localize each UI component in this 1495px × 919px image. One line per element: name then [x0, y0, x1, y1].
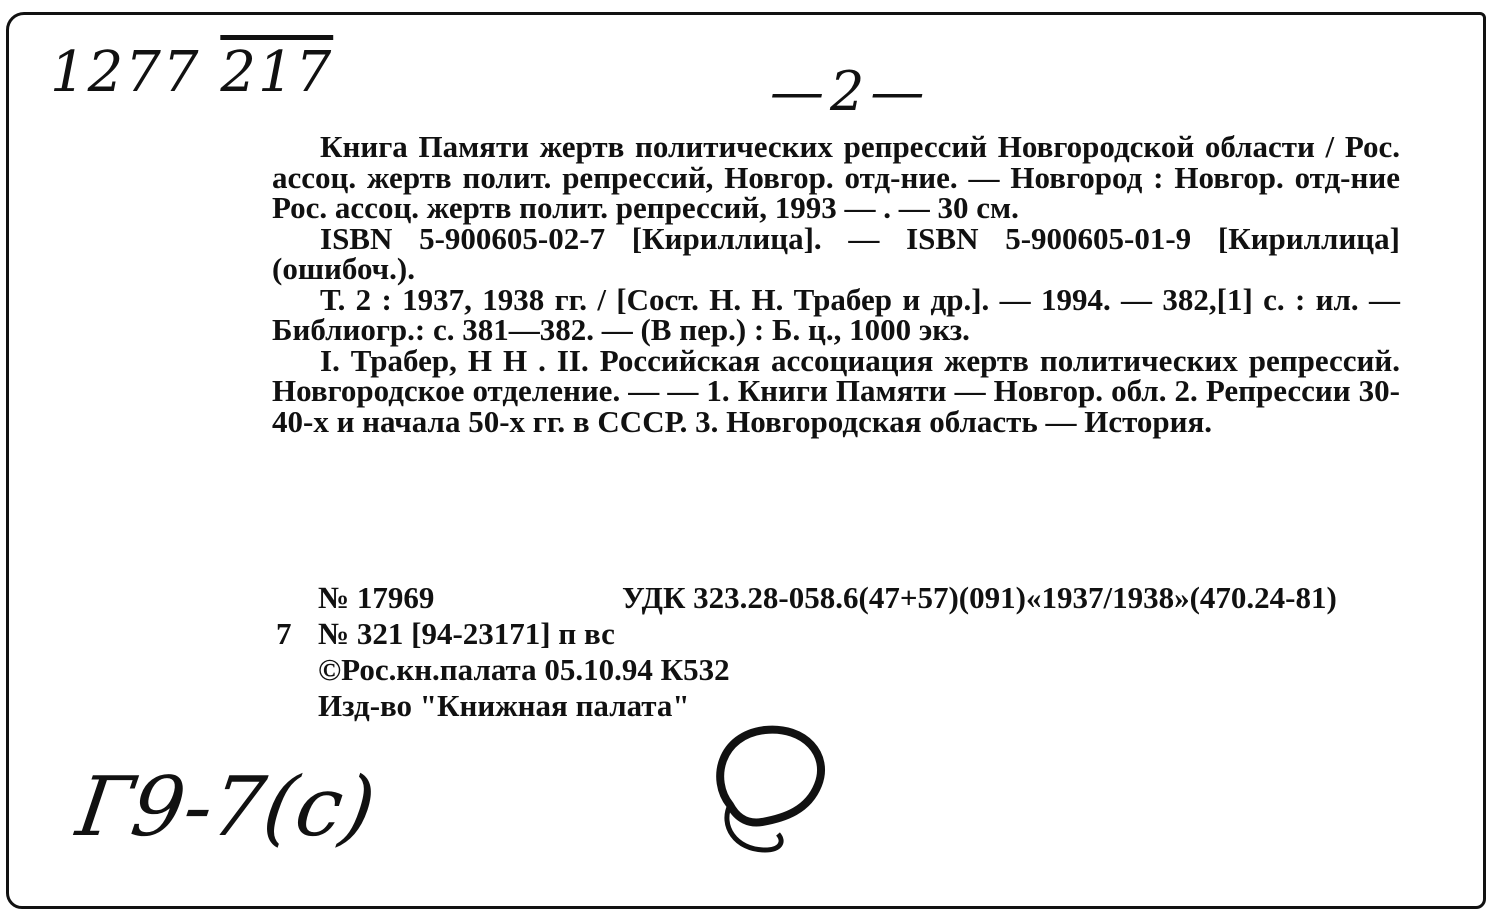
card-number: № 17969: [318, 580, 435, 615]
udk-code: УДК 323.28-058.6(47+57)(091)«1937/1938»(470.24-81): [622, 580, 1337, 615]
entry-headings: I. Трабер, Н Н . II. Российская ассоциация жертв политических репрессий. Новгородское отделение. — — 1. Книги Памяти — Новгор. обл. 2. Репрессии 30-40-х и начала 50-х гг. в СССР. 3. Новгородская область — История.: [272, 342, 1400, 439]
handwritten-page-mark: —2—: [770, 60, 931, 123]
copyright-line: ©Рос.кн.палата 05.10.94 К532: [318, 652, 730, 687]
handwritten-shelf-code: Г9-7(с): [71, 760, 381, 855]
bibliographic-entry: [272, 129, 1400, 439]
ink-mark-icon: [690, 700, 850, 870]
handwritten-reference: [50, 40, 333, 105]
card-seven-mark: 7: [276, 616, 292, 651]
entry-main-description: Книга Памяти жертв политических репрессий Новгородской области / Рос. ассоц. жертв полит. репрессий, Новгор. отд-ние. — Новгород : Новгор. отд-ние Рос. ассоц. жертв полит. репрессий, 1993 — . — 30 см.: [272, 129, 1400, 225]
entry-volume: Т. 2 : 1937, 1938 гг. / [Сост. Н. Н. Трабер и др.]. — 1994. — 382,[1] с. : ил. — Библиогр.: с. 381—382. — (В пер.) : Б. ц., 1000 экз.: [272, 281, 1400, 347]
order-number: № 321 [94-23171] п вс: [318, 616, 615, 651]
entry-isbn: ISBN 5-900605-02-7 [Кириллица]. — ISBN 5-900605-01-9 [Кириллица] (ошибоч.).: [272, 220, 1400, 286]
handwritten-ref-number: 1277: [50, 40, 201, 105]
handwritten-ref-suffix: 217: [220, 40, 334, 105]
publisher-line: Изд-во "Книжная палата": [318, 688, 690, 723]
